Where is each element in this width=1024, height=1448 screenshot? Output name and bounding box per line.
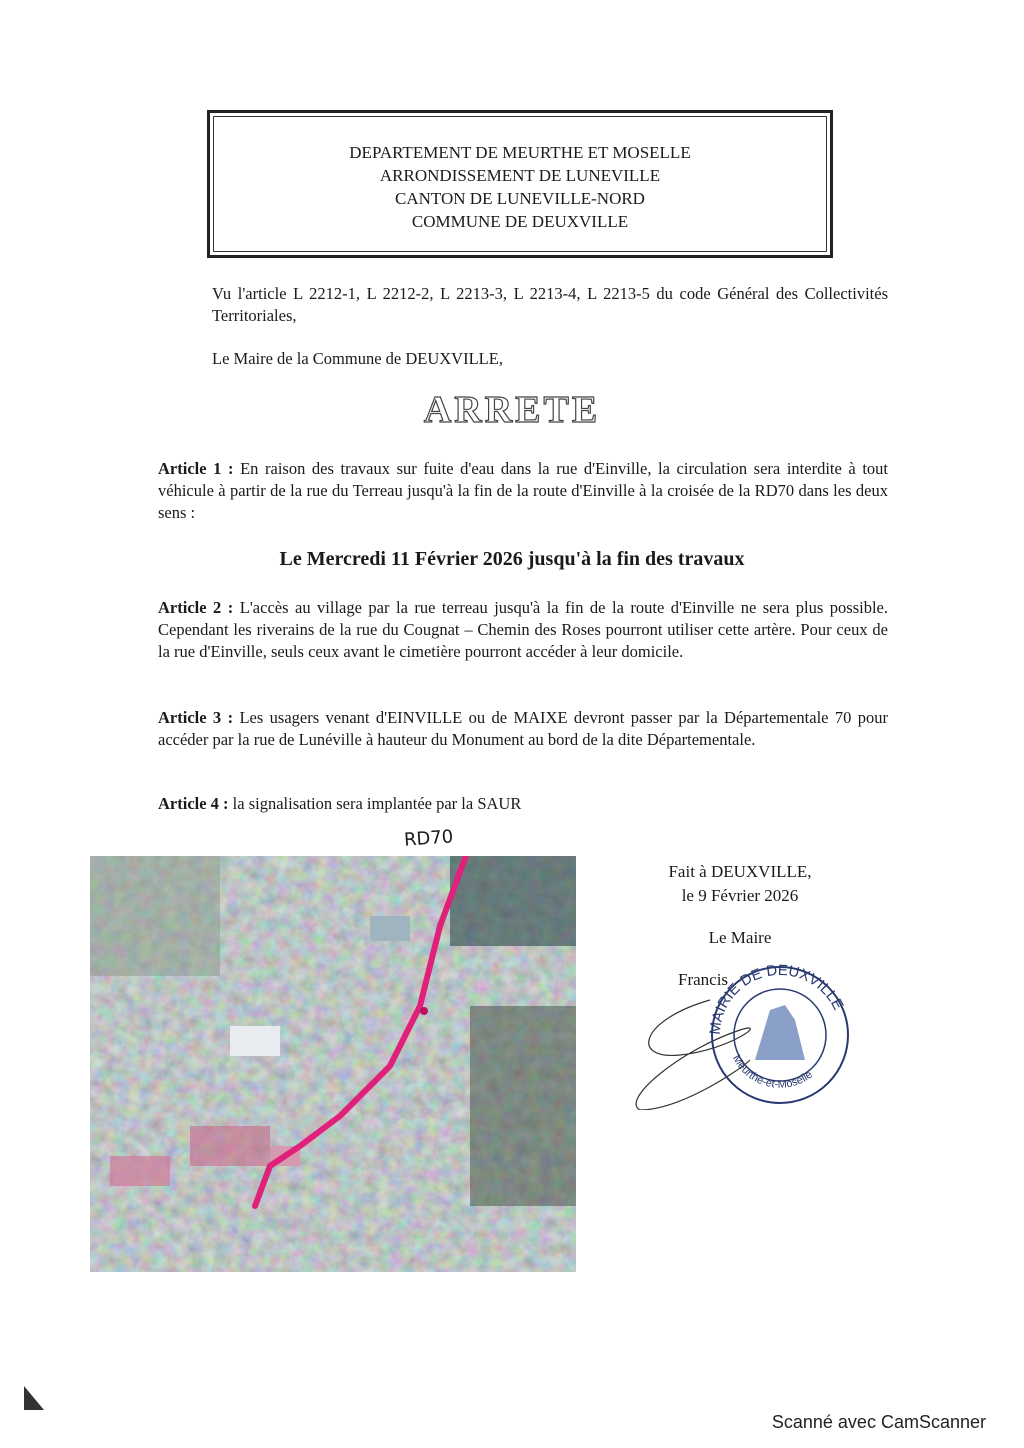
header-department: DEPARTEMENT DE MEURTHE ET MOSELLE xyxy=(349,143,691,162)
map-annotation-rd70: RD70 xyxy=(403,826,454,851)
signature-place: Fait à DEUXVILLE, xyxy=(668,862,812,881)
closure-date: Le Mercredi 11 Février 2026 jusqu'à la fin des travaux xyxy=(279,548,745,570)
header-arrondissement: ARRONDISSEMENT DE LUNEVILLE xyxy=(379,166,661,185)
article-label: Article 1 : xyxy=(158,459,234,478)
article-1 xyxy=(158,458,888,524)
header-canton: CANTON DE LUNEVILLE-NORD xyxy=(395,189,645,208)
header-commune: COMMUNE DE DEUXVILLE xyxy=(411,212,629,231)
article-text: la signalisation sera implantée par la SAUR xyxy=(228,794,522,813)
article-text: Les usagers venant d'EINVILLE ou de MAIXE devront passer par la Départementale 70 pour accéder par la rue de Lunéville à hauteur du Monument au bord de la dite Départementale. xyxy=(158,708,889,749)
preamble-maire: Le Maire de la Commune de DEUXVILLE, xyxy=(212,349,503,368)
signature-name: Francis xyxy=(678,970,729,989)
signature-date: le 9 Février 2026 xyxy=(681,886,799,905)
article-label: Article 2 : xyxy=(158,598,234,617)
mairie-stamp-icon xyxy=(620,960,860,1110)
article-3 xyxy=(158,707,888,751)
article-label: Article 4 : xyxy=(158,794,229,813)
article-text: En raison des travaux sur fuite d'eau dans la rue d'Einville, la circulation sera interdite à tout véhicule à partir de la rue du Terreau jusqu'à la fin de la route d'Einville à la croisée de la RD70 dans les deux sens : xyxy=(158,459,888,522)
map-image xyxy=(90,856,576,1272)
aerial-map xyxy=(90,856,576,1272)
preamble-vu: Vu l'article L 2212-1, L 2212-2, L 2213-3, L 2213-4, L 2213-5 du code Général des Collectivités Territoriales, xyxy=(212,284,888,325)
arrete-heading: ARRETE xyxy=(423,389,601,431)
article-4 xyxy=(158,793,888,815)
signature-title: Le Maire xyxy=(708,928,772,947)
header-box xyxy=(207,110,833,258)
camscanner-corner-icon xyxy=(22,1384,46,1412)
article-2 xyxy=(158,597,888,663)
stamp-text-top: MAIRIE DE DEUXVILLE xyxy=(706,961,847,1036)
article-label: Article 3 : xyxy=(158,708,234,727)
article-text: L'accès au village par la rue terreau jusqu'à la fin de la route d'Einville ne sera plus possible. Cependant les riverains de la rue du Cougnat – Chemin des Roses pourront utiliser cette artère. Pour ceux de la rue d'Einville, seuls ceux avant le cimetière pourront accéder à leur domicile. xyxy=(158,598,888,661)
camscanner-watermark: Scanné avec CamScanner xyxy=(771,1412,986,1432)
stamp-text-bottom: Meurthe-et-Moselle xyxy=(729,1053,815,1091)
